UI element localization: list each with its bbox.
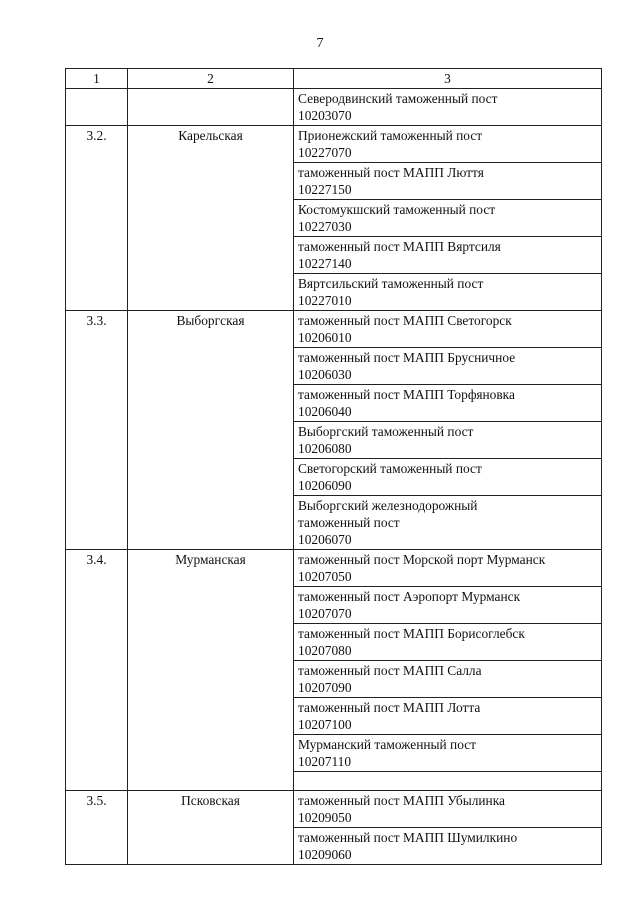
post-name: таможенный пост МАПП Салла [298, 663, 482, 678]
post-code: 10227150 [298, 182, 352, 197]
post-code: 10207080 [298, 643, 352, 658]
post-name: Вяртсильский таможенный пост [298, 276, 484, 291]
customs-post-cell [294, 587, 602, 624]
customs-post-cell [294, 661, 602, 698]
post-code: 10227070 [298, 145, 352, 160]
customs-post-cell [294, 550, 602, 587]
region-name: Мурманская [128, 550, 294, 791]
customs-post-cell [294, 348, 602, 385]
row-number: 3.3. [66, 311, 128, 550]
post-name: Светогорский таможенный пост [298, 461, 482, 476]
post-name: таможенный пост МАПП Шумилкино [298, 830, 518, 845]
post-code: 10227010 [298, 293, 352, 308]
row-number: 3.5. [66, 791, 128, 865]
post-code: 10203070 [298, 108, 352, 123]
table-row [66, 126, 602, 163]
post-name: таможенный пост МАПП Вяртсиля [298, 239, 501, 254]
post-name: таможенный пост МАПП Брусничное [298, 350, 516, 365]
customs-post-cell [294, 735, 602, 772]
table-header-row [66, 69, 602, 89]
customs-post-cell [294, 496, 602, 550]
customs-post-cell [294, 311, 602, 348]
customs-post-cell [294, 459, 602, 496]
empty-cell [294, 772, 602, 791]
post-name: таможенный пост МАПП Люття [298, 165, 484, 180]
customs-post-cell [294, 385, 602, 422]
post-name: Мурманский таможенный пост [298, 737, 477, 752]
row-number [66, 89, 128, 126]
post-code: 10227030 [298, 219, 352, 234]
row-number: 3.4. [66, 550, 128, 791]
column-header-2: 2 [128, 69, 294, 89]
post-name: таможенный пост МАПП Убылинка [298, 793, 505, 808]
post-name: таможенный пост Морской порт Мурманск [298, 552, 546, 567]
post-code: 10207100 [298, 717, 352, 732]
post-code: 10207050 [298, 569, 352, 584]
customs-post-cell [294, 274, 602, 311]
post-code: 10206090 [298, 478, 352, 493]
table-row [66, 791, 602, 828]
table-row [66, 550, 602, 587]
post-code: 10209050 [298, 810, 352, 825]
region-name [128, 89, 294, 126]
customs-post-cell [294, 200, 602, 237]
customs-post-cell [294, 791, 602, 828]
post-code: 10206010 [298, 330, 352, 345]
post-code: 10209060 [298, 847, 352, 862]
region-name: Выборгская [128, 311, 294, 550]
column-header-1: 1 [66, 69, 128, 89]
customs-post-cell [294, 126, 602, 163]
page-number: 7 [316, 36, 324, 51]
customs-post-cell [294, 422, 602, 459]
post-name: Выборгский железнодорожный таможенный пост [298, 498, 478, 530]
post-name: Костомукшский таможенный пост [298, 202, 496, 217]
post-code: 10207110 [298, 754, 352, 769]
post-code: 10207090 [298, 680, 352, 695]
customs-post-cell [294, 163, 602, 200]
post-name: таможенный пост МАПП Торфяновка [298, 387, 515, 402]
post-code: 10206070 [298, 532, 352, 547]
post-code: 10207070 [298, 606, 352, 621]
customs-posts-table [65, 68, 602, 865]
table-row [66, 89, 602, 126]
post-code: 10206080 [298, 441, 352, 456]
table-row [66, 311, 602, 348]
post-name: таможенный пост Аэропорт Мурманск [298, 589, 521, 604]
column-header-3: 3 [294, 69, 602, 89]
post-code: 10227140 [298, 256, 352, 271]
customs-post-cell [294, 237, 602, 274]
customs-post-cell [294, 828, 602, 865]
post-code: 10206030 [298, 367, 352, 382]
customs-post-cell [294, 698, 602, 735]
post-name: таможенный пост МАПП Борисоглебск [298, 626, 525, 641]
post-name: Северодвинский таможенный пост [298, 91, 498, 106]
post-name: таможенный пост МАПП Светогорск [298, 313, 512, 328]
customs-post-cell [294, 624, 602, 661]
post-code: 10206040 [298, 404, 352, 419]
region-name: Карельская [128, 126, 294, 311]
post-name: Прионежский таможенный пост [298, 128, 483, 143]
post-name: Выборгский таможенный пост [298, 424, 474, 439]
region-name: Псковская [128, 791, 294, 865]
post-name: таможенный пост МАПП Лотта [298, 700, 481, 715]
row-number: 3.2. [66, 126, 128, 311]
customs-post-cell [294, 89, 602, 126]
